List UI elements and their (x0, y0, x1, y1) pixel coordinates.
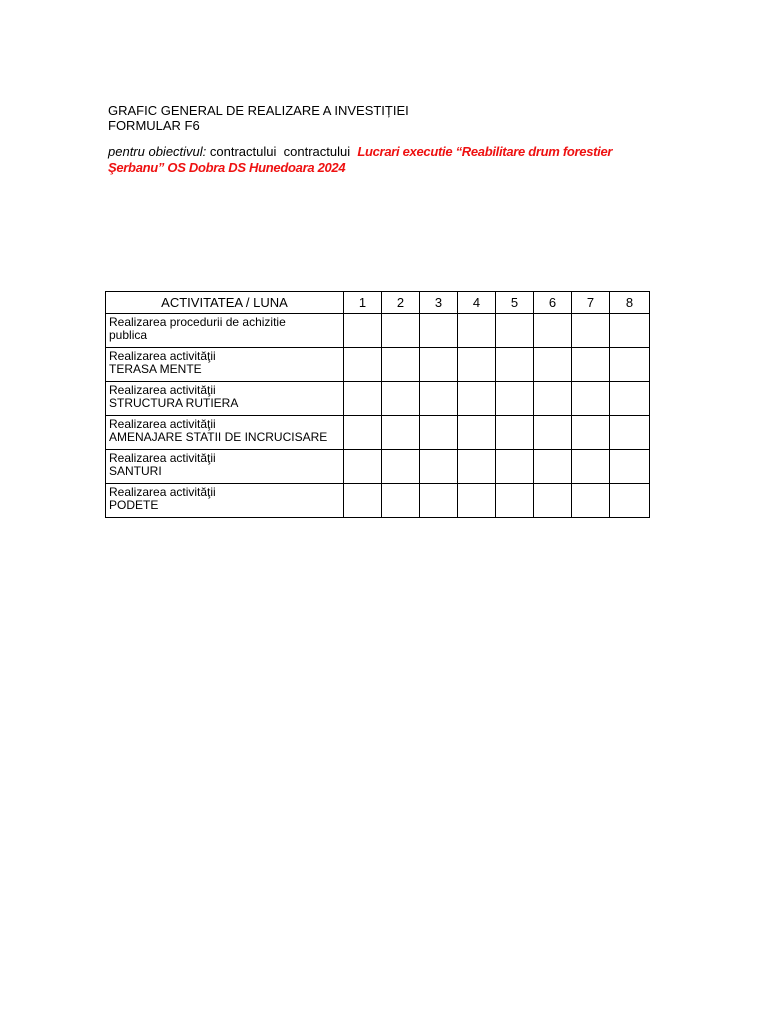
activity-cell (106, 348, 344, 382)
table-row (106, 348, 650, 382)
activity-cell (106, 382, 344, 416)
title-line-1: GRAFIC GENERAL DE REALIZARE A INVESTIȚIEI (108, 103, 409, 118)
activity-cell (106, 314, 344, 348)
month-cell (420, 382, 458, 416)
activity-line-1: Realizarea activităţii (109, 417, 216, 431)
month-cell (534, 348, 572, 382)
activity-line-1: Realizarea activităţii (109, 485, 216, 499)
month-cell (420, 484, 458, 518)
month-cell (344, 314, 382, 348)
month-cell (420, 450, 458, 484)
month-cell (458, 348, 496, 382)
column-header-month: 8 (610, 292, 650, 314)
activity-line-2: PODETE (109, 498, 159, 512)
table-header-row (106, 292, 650, 314)
month-cell (382, 416, 420, 450)
month-cell (610, 348, 650, 382)
activity-line-1: Realizarea activităţii (109, 451, 216, 465)
activity-line-2: SANTURI (109, 464, 162, 478)
column-header-month: 1 (344, 292, 382, 314)
table-row (106, 314, 650, 348)
month-cell (534, 450, 572, 484)
activity-cell (106, 450, 344, 484)
month-cell (534, 314, 572, 348)
activity-line-1: Realizarea activităţii (109, 383, 216, 397)
month-cell (572, 348, 610, 382)
month-cell (572, 416, 610, 450)
activity-line-2: STRUCTURA RUTIERA (109, 396, 239, 410)
activity-line-2: AMENAJARE STATII DE INCRUCISARE (109, 430, 328, 444)
month-cell (534, 382, 572, 416)
activity-line-1: Realizarea procedurii de achizitie (109, 315, 286, 329)
month-cell (382, 348, 420, 382)
table-row (106, 484, 650, 518)
month-cell (382, 314, 420, 348)
objective-statement (108, 144, 668, 176)
project-name-line-2: Şerbanu” OS Dobra DS Hunedoara 2024 (108, 160, 346, 175)
column-header-month: 5 (496, 292, 534, 314)
project-name-line-1: Lucrari executie “Reabilitare drum forestier (357, 144, 613, 159)
month-cell (458, 484, 496, 518)
month-cell (344, 484, 382, 518)
month-cell (496, 382, 534, 416)
month-cell (344, 450, 382, 484)
column-header-activity: ACTIVITATEA / LUNA (106, 292, 344, 314)
month-cell (458, 416, 496, 450)
month-cell (344, 382, 382, 416)
activity-cell (106, 484, 344, 518)
month-cell (496, 314, 534, 348)
contract-word-2: contractului (283, 144, 351, 159)
activity-cell (106, 416, 344, 450)
month-cell (420, 348, 458, 382)
table-row (106, 450, 650, 484)
month-cell (572, 484, 610, 518)
month-cell (344, 416, 382, 450)
month-cell (458, 450, 496, 484)
month-cell (496, 348, 534, 382)
column-header-month: 2 (382, 292, 420, 314)
table-row (106, 382, 650, 416)
month-cell (610, 416, 650, 450)
month-cell (458, 382, 496, 416)
activity-line-2: publica (109, 328, 148, 342)
column-header-month: 3 (420, 292, 458, 314)
objective-lead: pentru obiectivul: (108, 144, 207, 159)
month-cell (496, 416, 534, 450)
month-cell (610, 484, 650, 518)
column-header-month: 4 (458, 292, 496, 314)
month-cell (382, 450, 420, 484)
month-cell (344, 348, 382, 382)
month-cell (458, 314, 496, 348)
month-cell (534, 484, 572, 518)
month-cell (610, 382, 650, 416)
month-cell (572, 314, 610, 348)
column-header-month: 7 (572, 292, 610, 314)
table-row (106, 416, 650, 450)
month-cell (572, 382, 610, 416)
activity-line-2: TERASA MENTE (109, 362, 202, 376)
title-line-2: FORMULAR F6 (108, 118, 200, 133)
month-cell (382, 382, 420, 416)
month-cell (610, 314, 650, 348)
month-cell (572, 450, 610, 484)
month-cell (420, 314, 458, 348)
activity-line-1: Realizarea activităţii (109, 349, 216, 363)
contract-word-1: contractului (209, 144, 277, 159)
month-cell (534, 416, 572, 450)
month-cell (610, 450, 650, 484)
column-header-month: 6 (534, 292, 572, 314)
month-cell (420, 416, 458, 450)
month-cell (496, 450, 534, 484)
schedule-table (105, 291, 650, 518)
document-title (108, 103, 409, 133)
month-cell (496, 484, 534, 518)
month-cell (382, 484, 420, 518)
